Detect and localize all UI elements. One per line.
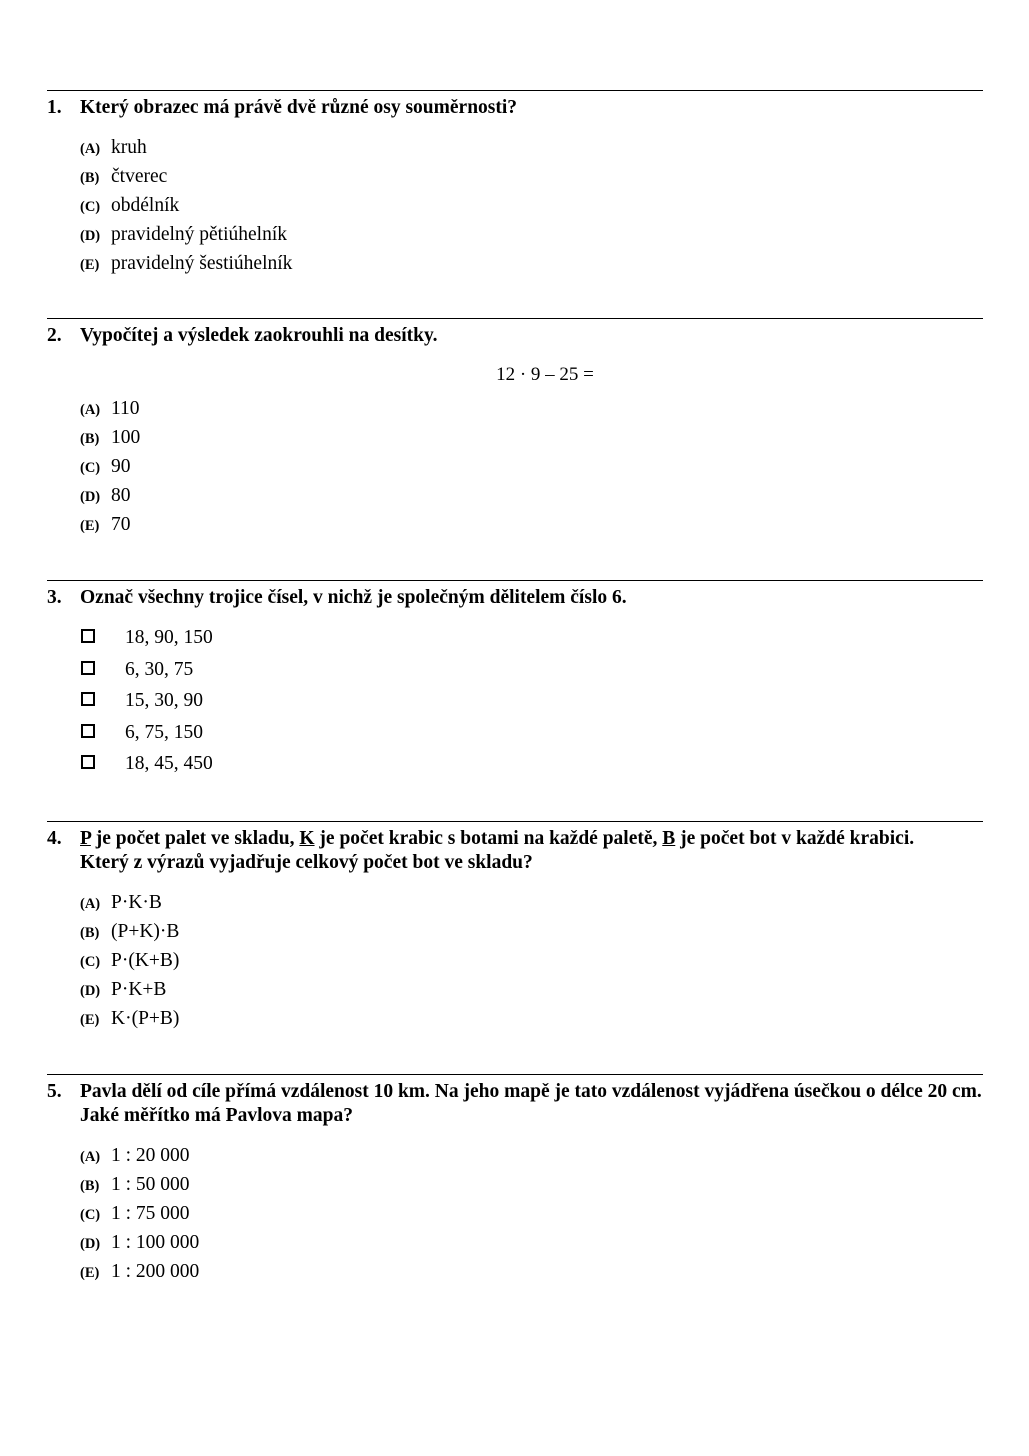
- variable-b: B: [662, 828, 676, 849]
- option-letter: (B): [80, 431, 100, 447]
- option-text: 100: [111, 427, 141, 448]
- option-text: 110: [111, 398, 140, 419]
- option-text: pravidelný pětiúhelník: [111, 224, 287, 245]
- checkbox-option[interactable]: [81, 658, 983, 690]
- answer-options: [47, 891, 983, 1036]
- question-4: [47, 821, 983, 1036]
- checkbox-label: 18, 90, 150: [125, 627, 213, 648]
- option-letter: (E): [80, 257, 100, 273]
- option-text: (P+K)·B: [111, 921, 180, 942]
- option-text: 1 : 50 000: [111, 1174, 190, 1195]
- option-letter: (A): [80, 1149, 101, 1165]
- option-d[interactable]: [80, 1231, 983, 1260]
- option-text: P·K·B: [111, 892, 162, 913]
- checkbox[interactable]: [81, 755, 95, 769]
- checkbox[interactable]: [81, 692, 95, 706]
- option-letter: (E): [80, 1265, 100, 1281]
- option-text: kruh: [111, 137, 147, 158]
- option-letter: (D): [80, 228, 101, 244]
- option-text: pravidelný šestiúhelník: [111, 253, 293, 274]
- variable-k: K: [299, 828, 315, 849]
- option-text: obdélník: [111, 195, 180, 216]
- option-c[interactable]: [80, 194, 983, 223]
- option-a[interactable]: [80, 891, 983, 920]
- option-letter: (C): [80, 1207, 101, 1223]
- question-number: 2.: [47, 325, 62, 346]
- option-e[interactable]: [80, 252, 983, 281]
- question-text: Pavla dělí od cíle přímá vzdálenost 10 km. Na jeho mapě je tato vzdálenost vyjádřena úsečkou o délce 20 cm. Jaké měřítko má Pavlova mapa?: [80, 1081, 982, 1126]
- option-letter: (C): [80, 460, 101, 476]
- option-letter: (B): [80, 1178, 100, 1194]
- checkbox-option[interactable]: [81, 752, 983, 784]
- question-number: 5.: [47, 1081, 62, 1102]
- question-number: 4.: [47, 828, 62, 849]
- option-c[interactable]: [80, 1202, 983, 1231]
- option-letter: (E): [80, 1012, 100, 1028]
- divider: [47, 318, 983, 319]
- option-text: 80: [111, 485, 131, 506]
- option-e[interactable]: [80, 1260, 983, 1289]
- option-letter: (B): [80, 170, 100, 186]
- option-e[interactable]: [80, 1007, 983, 1036]
- option-text: P·K+B: [111, 979, 167, 1000]
- option-text: K·(P+B): [111, 1008, 180, 1029]
- checkbox-option[interactable]: [81, 689, 983, 721]
- checkbox-option[interactable]: [81, 626, 983, 658]
- option-letter: (D): [80, 1236, 101, 1252]
- checkbox-label: 6, 30, 75: [125, 658, 194, 680]
- option-text: P·(K+B): [111, 950, 180, 971]
- option-letter: (A): [80, 896, 101, 912]
- variable-p: P: [80, 828, 91, 849]
- divider: [47, 1074, 983, 1075]
- option-c[interactable]: [80, 455, 983, 484]
- question-1: [47, 90, 983, 281]
- option-a[interactable]: [80, 1144, 983, 1173]
- option-letter: (C): [80, 199, 101, 215]
- question-text: Který obrazec má právě dvě různé osy souměrnosti?: [80, 97, 518, 118]
- question-text: Vypočítej a výsledek zaokrouhli na desítky.: [80, 325, 438, 346]
- formula: 12 · 9 – 25 =: [496, 364, 594, 385]
- question-text: [80, 827, 983, 875]
- question-number: 1.: [47, 97, 62, 118]
- option-text: 1 : 200 000: [111, 1261, 200, 1282]
- question-2: [47, 318, 983, 542]
- divider: [47, 821, 983, 822]
- option-letter: (D): [80, 983, 101, 999]
- checkbox-option[interactable]: [81, 721, 983, 753]
- option-d[interactable]: [80, 223, 983, 252]
- option-a[interactable]: [80, 397, 983, 426]
- option-letter: (A): [80, 402, 101, 418]
- option-letter: (B): [80, 925, 100, 941]
- option-b[interactable]: [80, 1173, 983, 1202]
- option-b[interactable]: [80, 165, 983, 194]
- question-text-part: Který z výrazů vyjadřuje celkový počet bot ve skladu?: [80, 852, 533, 873]
- option-letter: (C): [80, 954, 101, 970]
- checkbox[interactable]: [81, 629, 95, 643]
- answer-options: [47, 136, 983, 281]
- question-number: 3.: [47, 587, 62, 608]
- question-text-part: je počet bot v každé krabici.: [675, 828, 915, 849]
- checkbox[interactable]: [81, 661, 95, 675]
- checkbox-list: [47, 626, 983, 784]
- checkbox-label: 15, 30, 90: [125, 690, 203, 711]
- answer-options: [47, 397, 983, 542]
- option-e[interactable]: [80, 513, 983, 542]
- option-d[interactable]: [80, 978, 983, 1007]
- option-text: 1 : 20 000: [111, 1145, 190, 1166]
- option-letter: (A): [80, 141, 101, 157]
- divider: [47, 90, 983, 91]
- option-a[interactable]: [80, 136, 983, 165]
- option-letter: (E): [80, 518, 100, 534]
- option-text: 1 : 75 000: [111, 1203, 190, 1224]
- option-d[interactable]: [80, 484, 983, 513]
- question-5: [47, 1074, 983, 1289]
- question-text-part: je počet krabic s botami na každé paletě,: [314, 828, 663, 849]
- divider: [47, 580, 983, 581]
- option-b[interactable]: [80, 920, 983, 949]
- option-text: 90: [111, 456, 131, 477]
- option-c[interactable]: [80, 949, 983, 978]
- question-text: Označ všechny trojice čísel, v nichž je společným dělitelem číslo 6.: [80, 587, 627, 608]
- question-3: [47, 580, 983, 784]
- checkbox[interactable]: [81, 724, 95, 738]
- option-letter: (D): [80, 489, 101, 505]
- option-b[interactable]: [80, 426, 983, 455]
- checkbox-label: 18, 45, 450: [125, 753, 213, 774]
- answer-options: [47, 1144, 983, 1289]
- option-text: 1 : 100 000: [111, 1232, 200, 1253]
- question-text-part: je počet palet ve skladu,: [90, 828, 300, 849]
- option-text: čtverec: [111, 166, 168, 187]
- option-text: 70: [111, 514, 131, 535]
- checkbox-label: 6, 75, 150: [125, 721, 203, 743]
